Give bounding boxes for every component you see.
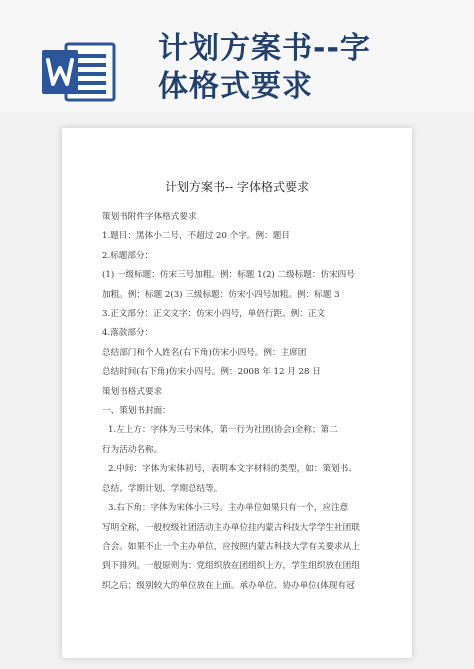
document-page	[62, 128, 412, 658]
doc-line: 写明全称，一般校级社团活动主办单位挂内蒙古科技大学学生社团联	[102, 522, 360, 533]
doc-line: 总结时间(右下角)仿宋小四号。例：2008 年 12 月 28 日	[102, 367, 321, 378]
doc-line: (1) 一级标题：仿宋三号加粗。例：标题 1(2) 二级标题：仿宋四号	[102, 270, 355, 281]
doc-line: 1.左上方：字体为三号宋体，第一行为社团(协会)全称；第二	[108, 425, 338, 436]
doc-line: 总结、学期计划、学期总结等。	[102, 483, 223, 494]
document-body	[102, 208, 394, 596]
doc-line: 策划书格式要求	[102, 386, 163, 397]
doc-line: 织之后；级别较大的单位放在上面。承办单位、协办单位(体现有冠	[102, 580, 355, 591]
doc-line: 总结部门和个人姓名(右下角)仿宋小四号。例：主席团	[102, 347, 307, 358]
banner-title	[158, 30, 458, 106]
doc-line: 2.标题部分：	[102, 250, 154, 261]
doc-line: 2.中间：字体为宋体初号，表明本文字材料的类型，如：策划书、	[108, 464, 357, 475]
doc-line: 4.落款部分：	[102, 328, 154, 339]
banner-title-line-1: 计划方案书--字	[158, 31, 371, 66]
word-document-icon	[40, 40, 118, 104]
banner	[0, 0, 474, 112]
doc-line: 1.题目：黑体小二号，不超过 20 个字。例：题目	[102, 231, 290, 242]
doc-line: 3.正文部分：正文文字：仿宋小四号，单倍行距。例：正文	[102, 309, 326, 320]
doc-line: 一、策划书封面：	[102, 406, 171, 417]
doc-line: 合会。如果不止一个主办单位，应按照内蒙古科技大学有关要求从上	[102, 541, 360, 552]
doc-line: 加粗。例：标题 2(3) 三级标题：仿宋小四号加粗。例：标题 3	[102, 289, 340, 300]
doc-line: 行为活动名称。	[102, 444, 163, 455]
document-title: 计划方案书-- 字体格式要求	[165, 180, 309, 194]
banner-title-line-2: 体格式要求	[158, 69, 313, 104]
doc-line: 3.右下角：字体为宋体小三号。主办单位如果只有一个，应注意	[108, 503, 349, 514]
doc-line: 到下排列。一般原则为：党组织放在团组织上方，学生组织放在团组	[102, 561, 360, 572]
doc-line: 策划书附件字体格式要求	[102, 212, 197, 222]
